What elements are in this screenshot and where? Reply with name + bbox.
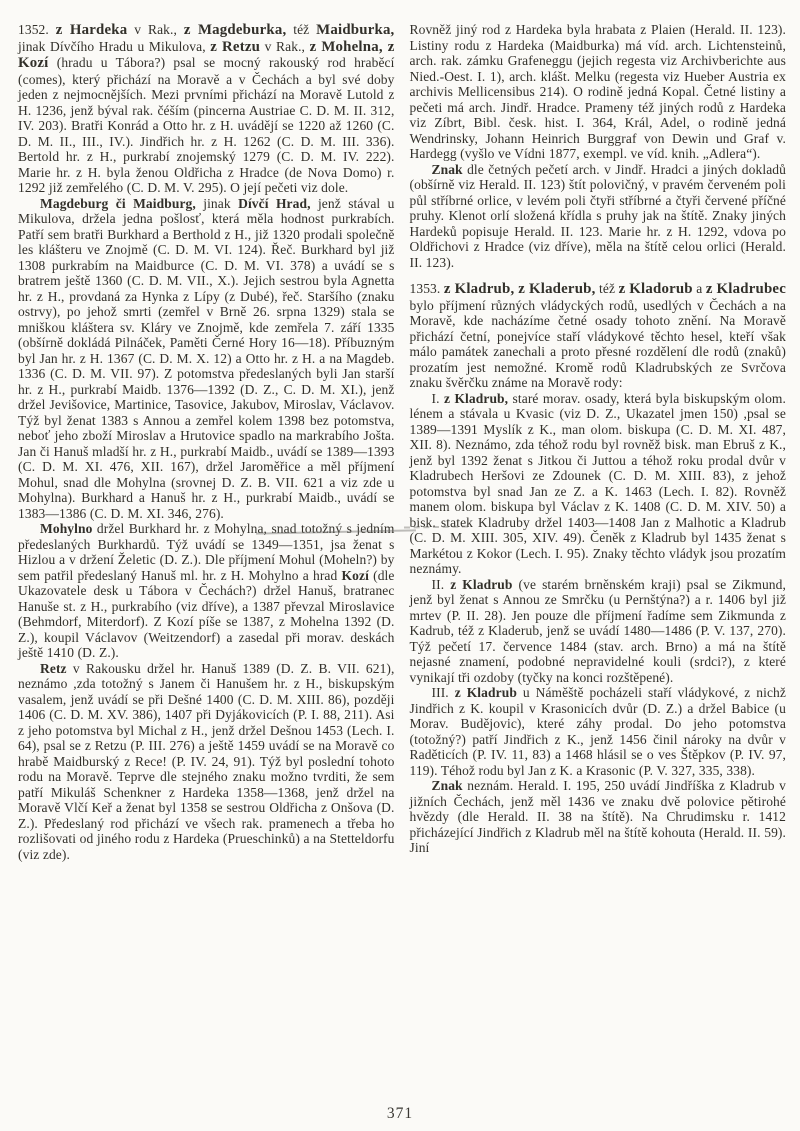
paragraph bbox=[410, 22, 787, 162]
body-text: v Rak., bbox=[127, 22, 184, 37]
left-column bbox=[18, 22, 395, 862]
headword: Maidburka, bbox=[316, 22, 395, 38]
body-text: jenž stával u Mikulova, držela jedna pošlosť, která měla hodnost purkrabích. Patří sem bratři Burkhard a Berthold z H., již 1320 prodali společně les klášteru ve Znojmě (C. D. M. VI. 124). Řeč. Burkhard byl již 1308 purkrabím na Maidburce (C. D. M. VI. 378) a uvádí se s bratrem ještě 1360 (C. D. M. VII., X.). Jejich sestrou byla Agnetta hr. z H., provdaná za Hynka z Lípy (z Dubé), řeč. Staršího (znaku ostrvy), po jehož smrti (zemřel v Brně 26. srpna 1329) stala se mniškou kláštera sv. Kláry ve Znojmě, kde zemřela 7. září 1335 (obšírně dokládá Pilnáček, Paměti Černé Hory 16—18). Příbuzným byl Jan hr. z H. 1367 (C. D. M. X. 12) a Otto hr. z H. a na Magdeb. 1336 (C. D. M. VII. 97). Z potomstva předeslaných byli Jan starší hr. z H., purkrabí Maidb. 1376—1392 (D. Z., C. D. M. XI.), jenž držel Jevišovice, Martinice, Tasovice, Jakubov, Miroslav, Václavov. Týž byl ženat 1383 s Annou a zemřel kolem 1398 bez potomstva, neboť jeho zboží Miroslav a Hrutovice spadlo na markrabího Jošta. Jan či Hanuš mladší hr. z H., purkrabí Maidb., uvádí se 1389—1393 (C. D. M. XI. 476, XII. 167), držel Jaroměřice a měl příjmení Mohul, snad dle Mohylna (srovnej D. Z. B. VII. 621 a viz zde u Mohylna). Burkhard a Hanuš hr. z H., purkrabí Maidb., uvádí se 1383—1386 (C. D. M. XI. 346, 276). bbox=[18, 195, 395, 521]
headword: Dívčí Hrad, bbox=[238, 195, 311, 211]
headword: z Kladrub bbox=[450, 576, 513, 592]
body-text: (dle Ukazovatele desk u Tábora v Čechách?) držel Hanuš, bratranec Hanuše st. z H., purkrabího (viz dříve), a 1387 převzal Miroslavice (Behmdorf, Miterdorf). Z Kozí píše se 1387, z Mohelna 1392 (D. Z.), koupil Václavov (Weitzendorf) a zasedal při morav. deskách ještě 1410 (D. Z.). bbox=[18, 567, 395, 660]
body-text: 1353. bbox=[409, 281, 444, 296]
headword: Retz bbox=[40, 660, 67, 676]
body-text: u Náměště pocházeli staří vládykové, z nichž Jindřich z K. koupil v Krasonicích dvůr (D. Z.) a držel Babice (u Morav. Budějovic), které záhy prodal. Do jeho potomstva (totožný?) patří Jindřich z K., jenž 1456 činil nároky na dvůr v Raděticích (P. IV. 11, 83) a 1468 hlásil se o ves Štěpkov (P. IV. 97, 119). Téhož rodu byl Jan z K. a Krasonic (P. V. 327, 335, 338). bbox=[409, 685, 786, 778]
paragraph bbox=[410, 162, 787, 271]
paragraph bbox=[18, 661, 395, 863]
paragraph bbox=[410, 391, 787, 577]
headword: Mohylno bbox=[40, 521, 93, 536]
body-text: Rovněž jiný rod z Hardeka byla hrabata z Plaien (Herald. II. 123). Listiny rodu z Hardeka (Maidburka) má víd. arch. Lichtensteinů, arch. rak. zámku Grafeneggu (jejich regesta viz Archivberichte aus Nied.-Oest. I. 1), arch. klášt. Melku (regesta viz Hueber Austria ex archivis Mellicensibus 214). O rodině jedná Kopal. Četné listiny a pečeti má arch. Jindř. Hradce. Prameny též jiných rodů z Hardeka viz Zíbrt, Bibl. česk. hist. I. 364, Král, Adel, o rodině jedná Wendrinsky, Johann Heinrich Burggraf von Dewin und Graf v. Hardegg (vyšlo ve Vídni 1877, exempl. ve víd. knih. „Adlera“). bbox=[409, 22, 786, 161]
headword: z Kladorub bbox=[618, 281, 693, 297]
body-text: III. bbox=[431, 685, 455, 700]
body-text: neznám. Herald. I. 195, 250 uvádí Jindříška z Kladrub v jižních Čechách, jenž měl 1436 ve znaku dvě polovice pětirohé hvězdy (dle Herald. II. 38 na štítě). Na Chrudimsku r. 1412 přicházející Jindřich z Kladrub měl na štítě kohouta (Herald. II. 59). Jiní bbox=[409, 778, 786, 855]
page-number: 371 bbox=[386, 1105, 414, 1122]
body-text: též bbox=[595, 281, 619, 296]
paragraph bbox=[18, 196, 395, 522]
paragraph bbox=[18, 22, 395, 196]
body-text: dle četných pečetí arch. v Jindř. Hradci a jiných dokladů (obšírně viz Herald. II. 123) štít polovičný, v pravém červeném poli půl stříbrné orlice, v levém poli čtyři stříbrné a čtyři červené příčné pruhy. Klenot orlí složená křídla s pruhy jak na štítě. Znaky jiných Hardeků popisuje Herald. II. 123. Marie hr. z H. 1292, vdova po Oldřichovi z Hradce (viz dříve), měla na štítě celou orlici (Herald. II. 123). bbox=[409, 161, 786, 270]
headword: z Hardeka bbox=[55, 22, 128, 38]
paragraph bbox=[410, 577, 787, 686]
body-text: (ve starém brněnském kraji) psal se Zikmund, jenž byl ženat s Annou ze Smrčku (u Pernštýna?) a r. 1406 byl již mrtev (P. II. 28). Jen pouze dle příjmení řadíme sem Zikmunda z Kadrub, též z Kladerub, jenž se uvádí 1480—1486 (P. V. 137, 270). Týž pečetí 17. července 1484 (stav. arch. Brno) a má na štítě nejasné znamení, podobné nepravidelné kouli (srdci?), z které vynikají tři ozdoby (tyčky na konci rozštěpené). bbox=[409, 576, 786, 685]
body-text: v Rak., bbox=[260, 38, 310, 54]
body-text: jinak Dívčího Hradu u Mikulova, bbox=[18, 38, 211, 54]
headword: Znak bbox=[431, 161, 463, 177]
body-text: (hradu u Tábora?) psal se mocný rakouský rod hraběcí (comes), který přichází na Moravě a v Čechách a byl své doby jeden z nejmocnějších. Mezi prvními přichází na Moravě Lutold z H. 1236, jenž býval rak. čéším (pincerna Austriae C. D. M. II. 312, IV. 203). Bratři Konrád a Otto hr. z H. uvádějí se 1220 až 1260 (C. D. M. II., III., IV.). Jindřich hr. z H. 1262 (C. D. M. III. 336). Bertold hr. z H., purkrabí znojemský 1279 (C. D. M. IV. 222). Marie hr. z H. byla ženou Oldřicha z Hradce (de Nova Domo) r. 1292 již zemřelého (C. D. M. V. 295). O její pečeti viz dole. bbox=[18, 55, 395, 195]
body-text: jinak bbox=[195, 195, 239, 211]
body-text: též bbox=[286, 22, 317, 37]
headword: z Kladrub, bbox=[443, 390, 509, 406]
paragraph bbox=[410, 685, 787, 778]
headword: Magdeburg či Maidburg, bbox=[40, 195, 196, 211]
body-text: staré morav. osady, která byla biskupským olom. lénem a stávala u Kvasic (viz D. Z., Ukazatel jmen 150) ,psal se 1389—1391 Myslík z K., man olom. biskupa (C. D. M. XI. 487, XII. 8). Neznámo, zda téhož rodu byl rovněž bisk. man Ebruš z K., jenž byl 1392 ženat s Jitkou či Juttou a téhož roku prodal dvůr v Kladrubech Heršovi ze Zdounek (C. D. M. XIII. 83), z jehož potomstva byl snad Jan ze Z. a K. 1463 (Lech. I. 82). Rovněž manem olom. biskupa byl Václav z K. 1408 (C. D. M. XIV. 50) a bisk. statek Kladruby držel 1403—1408 Jan z Malhotic a Kladrub (C. D. M. XIII. 305, XIV. 49). Čeněk z Kladrub byl 1435 ženat s Markétou z Kokor (Lech. I. 95). Znaky těchto vládyk jsou prozatím neznámy. bbox=[409, 390, 787, 576]
body-text: bylo příjmení různých vládyckých rodů, usedlých v Čechách a na Moravě, kde nacházíme četné osady tohoto znění. Na Moravě přichází četní, ponejvíce staří vládykové těchto hesel, kteří však málo památek zanechali a proto přesné rozdělení dle rodů (znaků) prozatím jest nemožné. Kromě rodů Kladrubských ze Svrčova znaku švěrčku známe na Moravě rody: bbox=[409, 297, 786, 390]
headword: z Kladrub, z Kladerub, bbox=[443, 281, 596, 297]
headword: z Kladrubec bbox=[705, 281, 786, 297]
headword: Znak bbox=[431, 778, 463, 793]
body-text: v Rakousku držel hr. Hanuš 1389 (D. Z. B. VII. 621), neznámo ,zda totožný s Janem či Hanušem hr. z H., biskupským vasalem, jenž uvádí se při Dešné 1400 (C. D. M. XIII. 86), později 1406 (C. D. M. XV. 386), 1407 při Dyjákovicích (P. I. 88, 211). Asi z jeho potomstva byl Michal z H., jenž držel Dešnou 1453 (Lech. I. 64), psal se z Retzu (P. III. 276) a ještě 1459 uvádí se na Moravě co hrabě Maidburský z Rece! (P. IV. 24, 91). Týž byl poslední tohoto rodu na Moravě. Teprve dle stejného znaku možno tvrditi, že sem patří Mikuláš Schenkner z Hardeka 1358—1368, jenž držel na Moravě Vlčí Keř a ženat byl 1358 se sestrou Oldřicha z Onšova (D. Z.). Předeslaný rod přichází ve všech rak. pramenech a třeba ho rozlišovati od jiného rodu z Hardeka (Prueschinků) a na Stetteldorfu (viz zde). bbox=[18, 660, 395, 862]
paragraph bbox=[18, 521, 395, 661]
headword: z Retzu bbox=[210, 38, 261, 55]
headword: z Mohelna, z Kozí bbox=[18, 38, 395, 71]
headword: z Kladrub bbox=[454, 685, 517, 700]
paragraph bbox=[410, 281, 787, 391]
body-text: 1352. bbox=[18, 22, 56, 37]
body-text: I. bbox=[431, 390, 444, 406]
headword: Kozí bbox=[341, 567, 369, 583]
body-text: držel Burkhard hr. z Mohylna, snad totožný s jedním předeslaných Burkhardů. Týž uvádí se 1349—1351, jsa ženat s Hizlou a v držení Želetic (D. Z.). Dle příjmení Mohul (Moheln?) by sem patřil předeslaný Hanuš ml. hr. z H. Mohylno a hrad bbox=[18, 521, 395, 583]
headword: z Magdeburka, bbox=[183, 22, 287, 38]
text-columns bbox=[18, 22, 786, 862]
body-text: a bbox=[692, 281, 706, 296]
right-column bbox=[410, 22, 787, 862]
paragraph bbox=[410, 778, 787, 856]
body-text: II. bbox=[431, 576, 451, 592]
